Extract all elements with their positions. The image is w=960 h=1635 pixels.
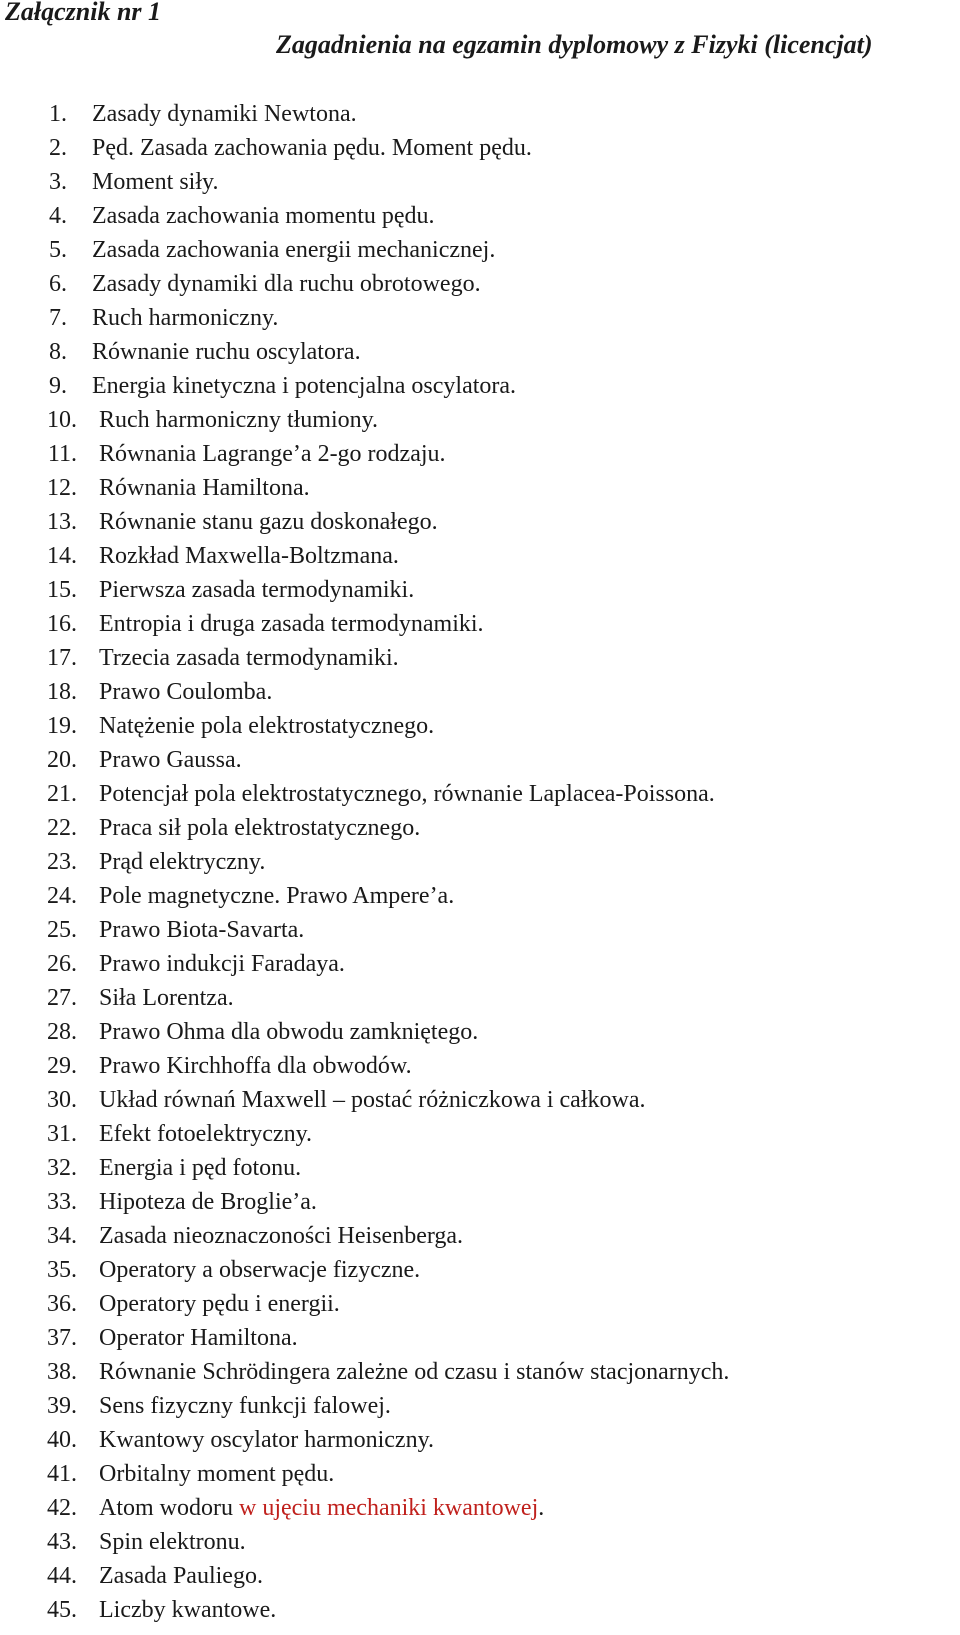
topic-item: [0, 505, 960, 539]
topic-text-main: Sens fizyczny funkcji falowej.: [99, 1393, 391, 1419]
topic-text: [99, 1015, 478, 1049]
topic-item: [0, 233, 960, 267]
topic-text-main: Zasada Pauliego.: [99, 1563, 263, 1589]
topic-number: 27.: [47, 985, 77, 1011]
topic-item: [0, 913, 960, 947]
topic-number: 11.: [47, 441, 77, 467]
topic-text: [99, 1593, 276, 1627]
topic-text-main: Orbitalny moment pędu.: [99, 1461, 335, 1487]
topic-number: 6.: [49, 271, 67, 297]
topic-item: [0, 777, 960, 811]
topic-text: [92, 267, 481, 301]
topic-number: 38.: [47, 1359, 77, 1385]
topic-text: [99, 1457, 334, 1491]
topic-number: 19.: [47, 713, 77, 739]
topic-number: 21.: [47, 781, 77, 807]
topic-text: [99, 1083, 645, 1117]
topic-text-main: Spin elektronu.: [99, 1529, 246, 1555]
topic-item: [0, 947, 960, 981]
topic-item: [0, 1287, 960, 1321]
topic-number: 14.: [47, 543, 77, 569]
topic-text-main: Prawo Kirchhoffa dla obwodów.: [99, 1053, 412, 1079]
topic-text-main: Zasady dynamiki Newtona.: [92, 101, 357, 127]
topic-text: [99, 471, 310, 505]
topic-text-main: Kwantowy oscylator harmoniczny.: [99, 1427, 435, 1453]
topic-text-main: Równania Lagrange’a 2-go rodzaju.: [99, 441, 446, 467]
topic-text: [99, 1151, 301, 1185]
topic-text: [99, 539, 399, 573]
topic-text: [99, 607, 484, 641]
topic-number: 32.: [47, 1155, 77, 1181]
topic-text-main: Pierwsza zasada termodynamiki.: [99, 577, 415, 603]
topic-text: [99, 777, 715, 811]
topic-text-main: Operatory pędu i energii.: [99, 1291, 340, 1317]
topic-item: [0, 301, 960, 335]
topic-item: [0, 981, 960, 1015]
topic-text: [99, 1559, 263, 1593]
topic-text-main: Równanie stanu gazu doskonałego.: [99, 509, 438, 535]
topic-text: [99, 981, 234, 1015]
topic-item: [0, 369, 960, 403]
topic-text: [99, 1219, 463, 1253]
topic-text-main: Energia i pęd fotonu.: [99, 1155, 302, 1181]
page-title: Zagadnienia na egzamin dyplomowy z Fizyki (licencjat): [276, 30, 873, 59]
topic-text: [99, 1525, 246, 1559]
annex-label: Załącznik nr 1: [5, 0, 162, 26]
topic-text-main: Atom wodoru: [99, 1495, 239, 1521]
topic-item: [0, 1015, 960, 1049]
topic-text-main: Efekt fotoelektryczny.: [99, 1121, 313, 1147]
topic-text-main: Moment siły.: [92, 169, 219, 195]
topic-text: [99, 1423, 434, 1457]
topic-item: [0, 1185, 960, 1219]
topic-item: [0, 1049, 960, 1083]
topic-text-main: Operator Hamiltona.: [99, 1325, 298, 1351]
topic-item: [0, 845, 960, 879]
topic-text-main: Równania Hamiltona.: [99, 475, 310, 501]
topic-item: [0, 1423, 960, 1457]
topic-text: [99, 1287, 340, 1321]
topic-number: 3.: [49, 169, 67, 195]
topic-text: [99, 1491, 544, 1525]
topic-text: [99, 573, 414, 607]
topic-text-main: Ruch harmoniczny tłumiony.: [99, 407, 379, 433]
topic-text: [92, 335, 361, 369]
topic-text: [99, 845, 265, 879]
topic-item: [0, 1151, 960, 1185]
topic-text-highlight: w ujęciu mechaniki kwantowej: [239, 1495, 539, 1521]
topic-text: [92, 233, 495, 267]
topic-text: [99, 947, 345, 981]
topic-number: 26.: [47, 951, 77, 977]
topic-number: 2.: [49, 135, 67, 161]
topic-text-main: Prawo indukcji Faradaya.: [99, 951, 345, 977]
topic-text-main: Prawo Biota-Savarta.: [99, 917, 305, 943]
topic-number: 15.: [47, 577, 77, 603]
topic-number: 39.: [47, 1393, 77, 1419]
topic-text: [99, 1185, 317, 1219]
topic-text: [99, 1049, 412, 1083]
topic-item: [0, 1321, 960, 1355]
topic-text: [99, 1253, 420, 1287]
topic-item: [0, 471, 960, 505]
topic-text-main: Trzecia zasada termodynamiki.: [99, 645, 399, 671]
topic-number: 30.: [47, 1087, 77, 1113]
topic-number: 34.: [47, 1223, 77, 1249]
topic-text-main: Zasada nieoznaczoności Heisenberga.: [99, 1223, 464, 1249]
topic-text: [92, 97, 357, 131]
topic-item: [0, 811, 960, 845]
topic-number: 22.: [47, 815, 77, 841]
topic-number: 23.: [47, 849, 77, 875]
topic-number: 40.: [47, 1427, 77, 1453]
topic-text-main: Równanie Schrödingera zależne od czasu i stanów stacjonarnych.: [99, 1359, 730, 1385]
topic-item: [0, 335, 960, 369]
topic-item: [0, 709, 960, 743]
topic-text-main: Ruch harmoniczny.: [92, 305, 279, 331]
topic-number: 44.: [47, 1563, 77, 1589]
topic-item: [0, 1525, 960, 1559]
topic-item: [0, 641, 960, 675]
topic-number: 18.: [47, 679, 77, 705]
topic-text: [92, 131, 532, 165]
topic-text-main: Zasada zachowania energii mechanicznej.: [92, 237, 496, 263]
topic-text-main: Prąd elektryczny.: [99, 849, 266, 875]
topic-text: [92, 301, 278, 335]
topic-item: [0, 1559, 960, 1593]
topic-item: [0, 607, 960, 641]
topic-number: 31.: [47, 1121, 77, 1147]
topic-number: 17.: [47, 645, 77, 671]
topic-item: [0, 437, 960, 471]
topic-text: [92, 369, 516, 403]
topic-text: [99, 879, 454, 913]
topic-text: [99, 403, 378, 437]
topic-text-main: Zasady dynamiki dla ruchu obrotowego.: [92, 271, 481, 297]
topic-item: [0, 131, 960, 165]
topic-item: [0, 879, 960, 913]
topic-item: [0, 1253, 960, 1287]
topic-text-main: Liczby kwantowe.: [99, 1597, 277, 1623]
topic-text: [99, 743, 242, 777]
topic-number: 12.: [47, 475, 77, 501]
topic-text: [99, 811, 420, 845]
topic-item: [0, 403, 960, 437]
topic-text-tail: .: [538, 1495, 545, 1521]
topic-number: 1.: [49, 101, 67, 127]
topic-number: 28.: [47, 1019, 77, 1045]
topic-number: 36.: [47, 1291, 77, 1317]
topic-text: [99, 1117, 312, 1151]
topic-text-main: Pęd. Zasada zachowania pędu. Moment pędu.: [92, 135, 532, 161]
topic-number: 37.: [47, 1325, 77, 1351]
topic-text-main: Układ równań Maxwell – postać różniczkowa i całkowa.: [99, 1087, 646, 1113]
topic-number: 24.: [47, 883, 77, 909]
topic-number: 29.: [47, 1053, 77, 1079]
topic-text-main: Praca sił pola elektrostatycznego.: [99, 815, 421, 841]
topic-text: [92, 199, 435, 233]
topic-item: [0, 1457, 960, 1491]
topic-text-main: Prawo Ohma dla obwodu zamkniętego.: [99, 1019, 479, 1045]
topic-text: [99, 437, 446, 471]
topic-item: [0, 675, 960, 709]
topic-number: 33.: [47, 1189, 77, 1215]
topic-number: 13.: [47, 509, 77, 535]
topic-text-main: Operatory a obserwacje fizyczne.: [99, 1257, 421, 1283]
topic-text-main: Pole magnetyczne. Prawo Ampere’a.: [99, 883, 455, 909]
topic-item: [0, 1389, 960, 1423]
topic-number: 4.: [49, 203, 67, 229]
topic-number: 35.: [47, 1257, 77, 1283]
topic-number: 41.: [47, 1461, 77, 1487]
topic-text: [99, 709, 434, 743]
topic-number: 25.: [47, 917, 77, 943]
topic-text: [99, 1389, 391, 1423]
topic-text: [99, 505, 438, 539]
topic-text: [99, 1321, 298, 1355]
topic-item: [0, 97, 960, 131]
topic-item: [0, 165, 960, 199]
topic-text: [99, 675, 272, 709]
topic-item: [0, 1491, 960, 1525]
topic-text: [92, 165, 218, 199]
topic-text-main: Energia kinetyczna i potencjalna oscylatora.: [92, 373, 517, 399]
topic-number: 5.: [49, 237, 67, 263]
topic-text-main: Równanie ruchu oscylatora.: [92, 339, 361, 365]
topic-item: [0, 1593, 960, 1627]
topic-text: [99, 641, 399, 675]
topic-list: [0, 97, 960, 1627]
topic-item: [0, 1083, 960, 1117]
topic-number: 8.: [49, 339, 67, 365]
topic-text-main: Prawo Gaussa.: [99, 747, 242, 773]
topic-item: [0, 573, 960, 607]
topic-number: 7.: [49, 305, 67, 331]
topic-text-main: Prawo Coulomba.: [99, 679, 273, 705]
topic-item: [0, 1355, 960, 1389]
topic-item: [0, 267, 960, 301]
topic-number: 16.: [47, 611, 77, 637]
topic-number: 43.: [47, 1529, 77, 1555]
topic-item: [0, 199, 960, 233]
topic-item: [0, 1117, 960, 1151]
topic-text-main: Natężenie pola elektrostatycznego.: [99, 713, 435, 739]
topic-item: [0, 1219, 960, 1253]
topic-number: 20.: [47, 747, 77, 773]
topic-text-main: Zasada zachowania momentu pędu.: [92, 203, 435, 229]
topic-text-main: Entropia i druga zasada termodynamiki.: [99, 611, 484, 637]
topic-text-main: Potencjał pola elektrostatycznego, równanie Laplacea-Poissona.: [99, 781, 715, 807]
topic-item: [0, 539, 960, 573]
topic-number: 42.: [47, 1495, 77, 1521]
topic-number: 9.: [49, 373, 67, 399]
topic-number: 45.: [47, 1597, 77, 1623]
topic-text: [99, 1355, 729, 1389]
topic-item: [0, 743, 960, 777]
topic-text-main: Siła Lorentza.: [99, 985, 234, 1011]
topic-text-main: Rozkład Maxwella-Boltzmana.: [99, 543, 399, 569]
topic-number: 10.: [47, 407, 77, 433]
topic-text: [99, 913, 304, 947]
topic-text-main: Hipoteza de Broglie’a.: [99, 1189, 317, 1215]
